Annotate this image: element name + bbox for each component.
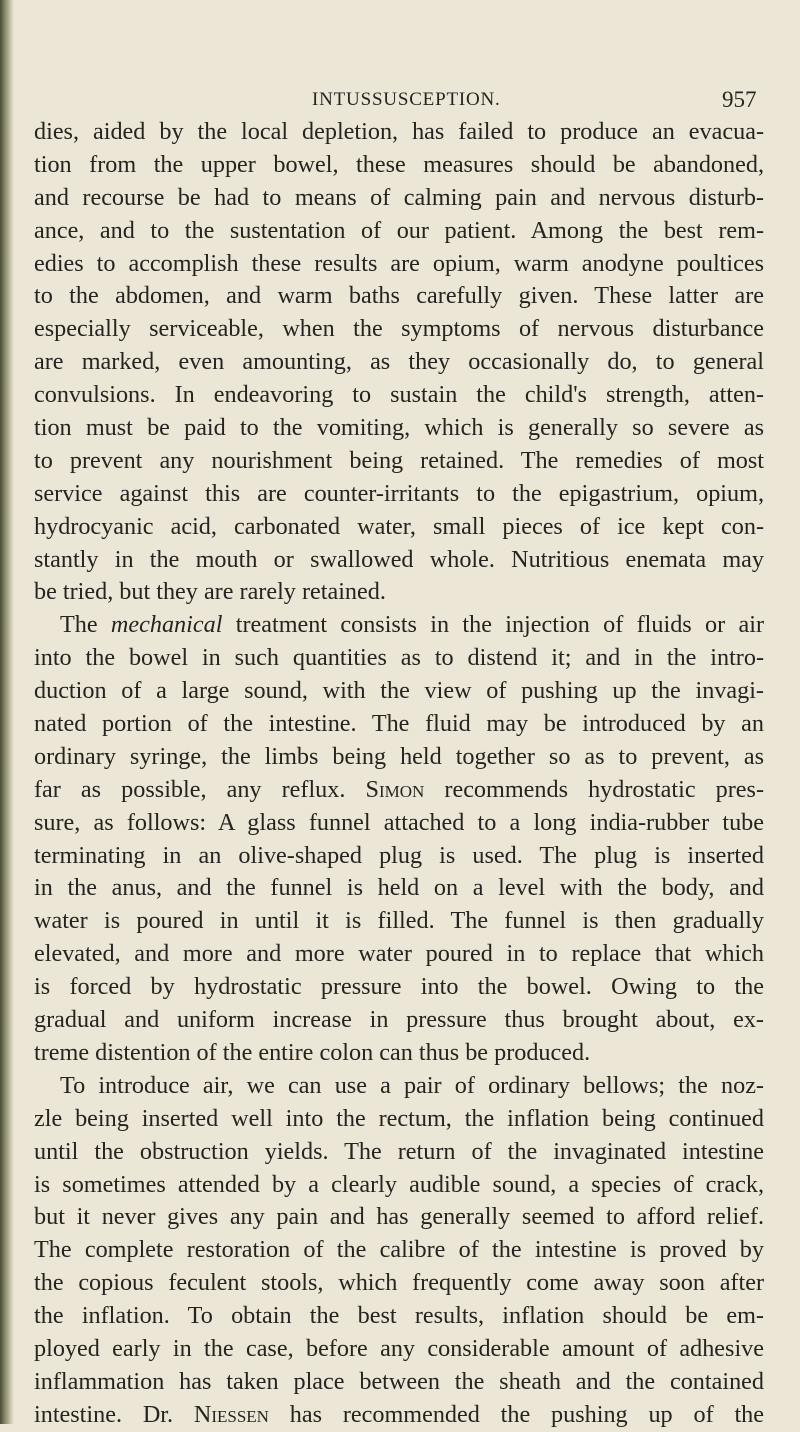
text-line: zle being inserted well into the rectum, the inflation being continued — [34, 1104, 764, 1132]
italic-term: mechanical — [110, 611, 223, 639]
text-line: especially serviceable, when the symptoms of nervous disturbance — [34, 315, 764, 343]
text-line: ance, and to the sustentation of our patient. Among the best rem- — [34, 216, 764, 244]
text-line: and recourse be had to means of calming pain and nervous disturb- — [34, 183, 764, 211]
text-line: duction of a large sound, with the view of pushing up the invagi- — [34, 677, 764, 705]
text-line: the inflation. To obtain the best results, inflation should be em- — [34, 1302, 764, 1330]
author-name: Niessen — [193, 1400, 269, 1428]
text-line: To introduce air, we can use a pair of ordinary bellows; the noz- — [60, 1071, 764, 1099]
text-line: water is poured in until it is filled. The funnel is then gradually — [34, 907, 764, 935]
text-line: elevated, and more and more water poured in to replace that which — [34, 940, 764, 968]
text-run: has recommended the pushing up of the — [268, 1400, 764, 1428]
text-line: terminating in an olive-shaped plug is used. The plug is inserted — [34, 841, 764, 869]
text-line: the copious feculent stools, which frequently come away soon after — [34, 1269, 764, 1297]
text-line: sure, as follows: A glass funnel attached to a long india-rubber tube — [34, 808, 764, 836]
text-run: intestine. Dr. — [34, 1400, 194, 1428]
text-line: are marked, even amounting, as they occasionally do, to general — [34, 348, 764, 376]
text-line: is forced by hydrostatic pressure into the bowel. Owing to the — [34, 973, 764, 1001]
text-line: nated portion of the intestine. The fluid may be introduced by an — [34, 710, 764, 738]
text-line: to the abdomen, and warm baths carefully given. These latter are — [34, 282, 764, 310]
page-binding-edge — [0, 0, 14, 1424]
text-line: stantly in the mouth or swallowed whole. Nutritious enemata may — [34, 545, 764, 573]
text-run: treatment consists in the injection of fluids or air — [222, 611, 764, 639]
text-line: tion must be paid to the vomiting, which is generally so severe as — [34, 414, 764, 442]
text-line: until the obstruction yields. The return of the invaginated intestine — [34, 1137, 764, 1165]
text-line: hydrocyanic acid, carbonated water, small pieces of ice kept con- — [34, 512, 764, 540]
text-line: to prevent any nourishment being retained. The remedies of most — [34, 446, 764, 474]
text-line: service against this are counter-irritants to the epigastrium, opium, — [34, 479, 764, 507]
text-run: far as possible, any reflux. — [34, 775, 366, 803]
text-line — [34, 1399, 764, 1432]
page-number: 957 — [722, 87, 757, 112]
text-line: into the bowel in such quantities as to distend it; and in the intro- — [34, 644, 764, 672]
page-header — [0, 87, 800, 117]
text-line: inflammation has taken place between the sheath and the contained — [34, 1367, 764, 1395]
text-line: treme distention of the entire colon can thus be produced. — [34, 1038, 591, 1066]
text-line: be tried, but they are rarely retained. — [34, 578, 386, 606]
text-run: recommends hydrostatic pres- — [424, 775, 764, 803]
text-line: edies to accomplish these results are opium, warm anodyne poultices — [34, 249, 764, 277]
text-line: dies, aided by the local depletion, has failed to produce an evacua- — [34, 118, 764, 145]
text-line: tion from the upper bowel, these measures should be abandoned, — [34, 150, 764, 178]
text-line: The complete restoration of the calibre of the intestine is proved by — [34, 1236, 764, 1264]
text-line: ordinary syringe, the limbs being held together so as to prevent, as — [34, 742, 764, 770]
text-line: gradual and uniform increase in pressure thus brought about, ex- — [34, 1006, 764, 1034]
running-title: INTUSSUSCEPTION. — [312, 89, 501, 110]
text-line: in the anus, and the funnel is held on a level with the body, and — [34, 874, 764, 902]
text-run: The — [60, 611, 111, 639]
body-text — [34, 116, 764, 1432]
text-line: is sometimes attended by a clearly audible sound, a species of crack, — [34, 1170, 764, 1198]
author-name: Simon — [365, 775, 425, 803]
text-line: convulsions. In endeavoring to sustain the child's strength, atten- — [34, 381, 764, 409]
text-line: ployed early in the case, before any considerable amount of adhesive — [34, 1334, 764, 1362]
text-line: but it never gives any pain and has generally seemed to afford relief. — [34, 1203, 764, 1231]
text-line — [34, 609, 764, 642]
text-line — [34, 774, 764, 807]
